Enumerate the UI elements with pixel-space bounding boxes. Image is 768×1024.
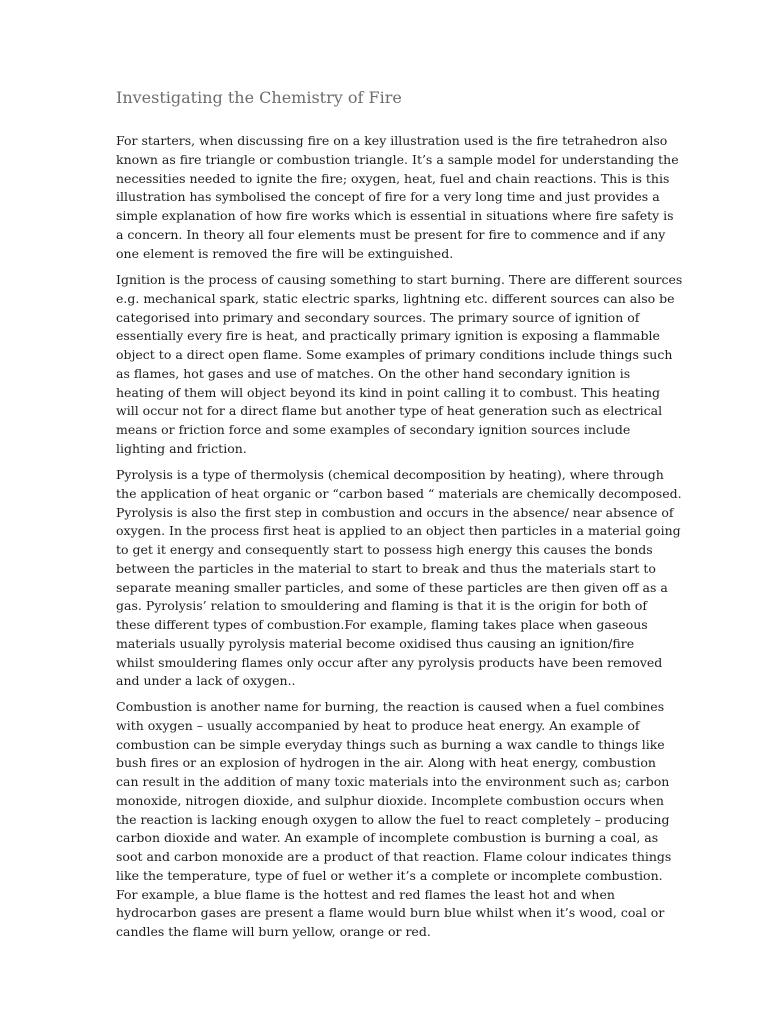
paragraph-line: between the particles in the material to start to break and thus the materials start to <box>116 560 656 576</box>
paragraph-line: Pyrolysis is also the first step in combustion and occurs in the absence/ near absence of <box>116 504 674 520</box>
paragraph-line: separate meaning smaller particles, and some of these particles are then given off as a <box>116 579 668 595</box>
paragraph-line: carbon dioxide and water. An example of incomplete combustion is burning a coal, as <box>116 830 659 846</box>
paragraph-line: heating of them will object beyond its kind in point calling it to combust. This heating <box>116 384 661 400</box>
paragraph-line: known as fire triangle or combustion triangle. It’s a sample model for understanding the <box>116 151 679 167</box>
paragraph-line: Combustion is another name for burning, the reaction is caused when a fuel combines <box>116 699 665 714</box>
paragraph-line: as flames, hot gases and use of matches. On the other hand secondary ignition is <box>116 365 631 381</box>
paragraph-pyrolysis <box>116 466 682 691</box>
paragraph-line: For example, a blue flame is the hottest and red flames the least hot and when <box>116 886 615 902</box>
paragraph-line: Ignition is the process of causing something to start burning. There are different sources <box>116 272 683 287</box>
paragraph-combustion <box>116 698 672 942</box>
paragraph-line: categorised into primary and secondary sources. The primary source of ignition of <box>116 309 640 325</box>
paragraph-line: Pyrolysis is a type of thermolysis (chemical decomposition by heating), where through <box>116 467 664 482</box>
paragraph-line: these different types of combustion.For example, flaming takes place when gaseous <box>116 617 648 632</box>
paragraph-line: oxygen. In the process first heat is applied to an object then particles in a material going <box>116 523 681 539</box>
paragraph-line: the reaction is lacking enough oxygen to allow the fuel to react completely – producing <box>116 811 670 827</box>
paragraph-line: combustion can be simple everyday things such as burning a wax candle to things like <box>116 736 665 752</box>
paragraph-fire-tetrahedron <box>116 132 679 263</box>
paragraph-line: can result in the addition of many toxic materials into the environment such as; carbon <box>116 774 670 789</box>
paragraph-line: lighting and friction. <box>116 440 247 456</box>
paragraph-line: one element is removed the fire will be extinguished. <box>116 245 454 261</box>
paragraph-line: gas. Pyrolysis’ relation to smouldering and flaming is that it is the origin for both of <box>116 598 648 614</box>
paragraph-line: hydrocarbon gases are present a flame would burn blue whilst when it’s wood, coal or <box>116 905 665 921</box>
paragraph-line: will occur not for a direct flame but another type of heat generation such as electrical <box>116 403 663 419</box>
paragraph-line: and under a lack of oxygen.. <box>116 673 296 689</box>
paragraph-line: like the temperature, type of fuel or wether it’s a complete or incomplete combustion. <box>116 867 663 883</box>
paragraph-line: illustration has symbolised the concept of fire for a very long time and just provides a <box>116 189 660 205</box>
paragraph-line: object to a direct open flame. Some examples of primary conditions include things such <box>116 347 673 362</box>
paragraph-line: necessities needed to ignite the fire; oxygen, heat, fuel and chain reactions. This is this <box>116 170 670 186</box>
paragraph-line: monoxide, nitrogen dioxide, and sulphur dioxide. Incomplete combustion occurs when <box>116 792 664 808</box>
paragraph-line: materials usually pyrolysis material become oxidised thus causing an ignition/fire <box>116 635 635 651</box>
paragraph-line: a concern. In theory all four elements must be present for fire to commence and if any <box>116 226 666 242</box>
paragraph-line: candles the flame will burn yellow, orange or red. <box>116 924 431 939</box>
paragraph-line: soot and carbon monoxide are a product of that reaction. Flame colour indicates things <box>116 849 672 864</box>
paragraph-line: with oxygen – usually accompanied by heat to produce heat energy. An example of <box>116 717 640 733</box>
paragraph-line: essentially every fire is heat, and practically primary ignition is exposing a flammable <box>116 328 660 344</box>
paragraph-line: bush fires or an explosion of hydrogen in the air. Along with heat energy, combustion <box>116 755 656 771</box>
paragraph-line: to get it energy and consequently start to possess high energy this causes the bonds <box>116 542 653 557</box>
paragraph-line: the application of heat organic or “carbon based “ materials are chemically decomposed. <box>116 485 682 501</box>
paragraph-line: e.g. mechanical spark, static electric sparks, lightning etc. different sources can also be <box>116 290 675 306</box>
paragraph-line: means or friction force and some examples of secondary ignition sources include <box>116 422 631 437</box>
paragraph-line: simple explanation of how fire works which is essential in situations where fire safety is <box>116 208 674 223</box>
paragraph-ignition <box>116 271 683 459</box>
document-title: Investigating the Chemistry of Fire <box>116 88 402 107</box>
paragraph-line: whilst smouldering flames only occur after any pyrolysis products have been removed <box>116 654 663 670</box>
paragraph-line: For starters, when discussing fire on a key illustration used is the fire tetrahedron also <box>116 133 668 148</box>
